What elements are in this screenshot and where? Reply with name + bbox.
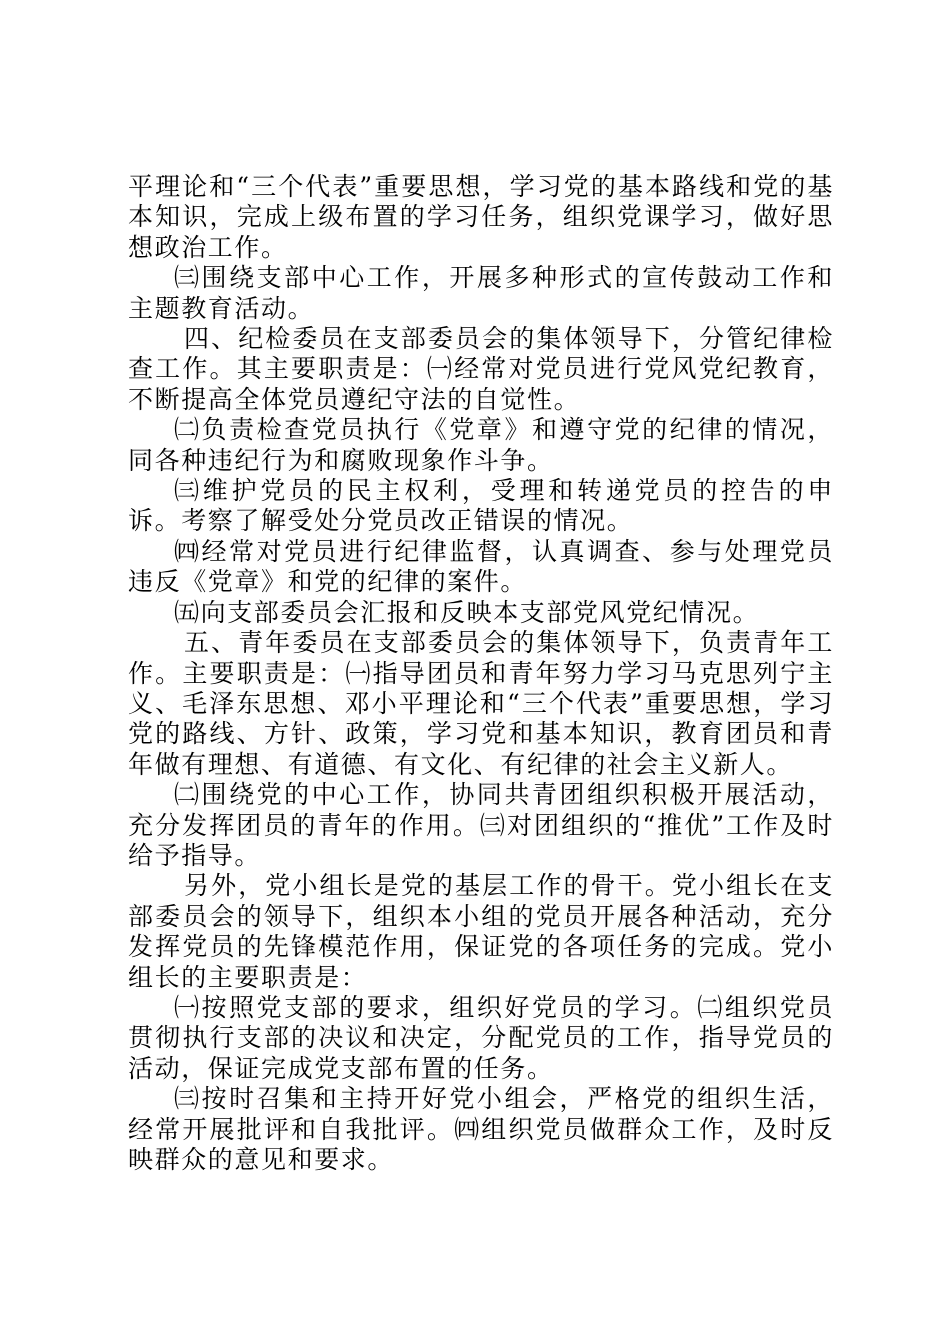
- paragraph-section: 四、纪检委员在支部委员会的集体领导下，分管纪律检查工作。其主要职责是：㈠经常对党员进行党风党纪教育，不断提高全体党员遵纪守法的自觉性。: [128, 324, 834, 414]
- paragraph-item: ㈠按照党支部的要求，组织好党员的学习。㈡组织党员贯彻执行支部的决议和决定，分配党员的工作，指导党员的活动，保证完成党支部布置的任务。: [128, 992, 834, 1083]
- paragraph-section: 另外，党小组长是党的基层工作的骨干。党小组长在支部委员会的领导下，组织本小组的党员开展各种活动，充分发挥党员的先锋模范作用，保证党的各项任务的完成。党小组长的主要职责是：: [128, 871, 834, 992]
- paragraph-item: ㈡负责检查党员执行《党章》和遵守党的纪律的情况，同各种违纪行为和腐败现象作斗争。: [128, 415, 834, 475]
- paragraph-item: ㈢围绕支部中心工作，开展多种形式的宣传鼓动工作和主题教育活动。: [128, 263, 834, 323]
- paragraph-item: ㈡围绕党的中心工作，协同共青团组织积极开展活动，充分发挥团员的青年的作用。㈢对团组织的“推优”工作及时给予指导。: [128, 780, 834, 870]
- paragraph-continuation: 平理论和“三个代表”重要思想，学习党的基本路线和党的基本知识，完成上级布置的学习任务，组织党课学习，做好思想政治工作。: [128, 172, 834, 262]
- paragraph-section: 五、青年委员在支部委员会的集体领导下，负责青年工作。主要职责是：㈠指导团员和青年努力学习马克思列宁主义、毛泽东思想、邓小平理论和“三个代表”重要思想，学习党的路线、方针、政策，学习党和基本知识，教育团员和青年做有理想、有道德、有文化、有纪律的社会主义新人。: [128, 628, 834, 779]
- paragraph-item: ㈢维护党员的民主权利，受理和转递党员的控告的申诉。考察了解受处分党员改正错误的情况。: [128, 476, 834, 536]
- paragraph-item: ㈢按时召集和主持开好党小组会，严格党的组织生活，经常开展批评和自我批评。㈣组织党员做群众工作，及时反映群众的意见和要求。: [128, 1084, 834, 1174]
- paragraph-item: ㈤向支部委员会汇报和反映本支部党风党纪情况。: [174, 597, 760, 627]
- document-body: [128, 172, 834, 1175]
- paragraph-item: ㈣经常对党员进行纪律监督，认真调查、参与处理党员违反《党章》和党的纪律的案件。: [128, 536, 834, 597]
